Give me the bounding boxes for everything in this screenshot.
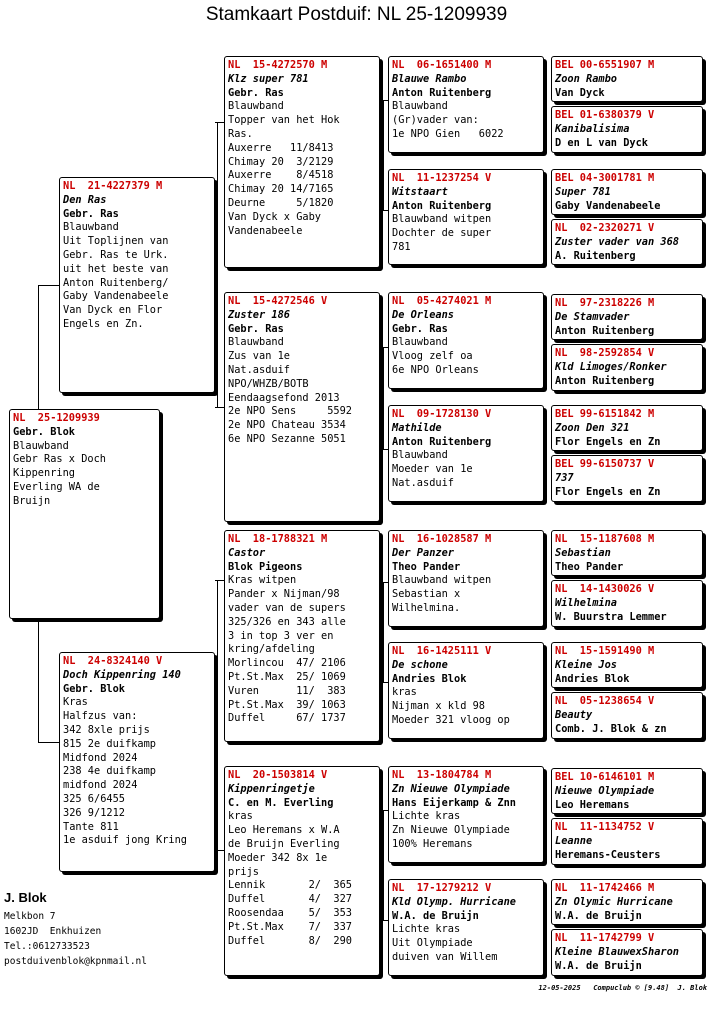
pedigree-note: uit het beste van	[63, 262, 169, 275]
pigeon-card-gen4-10[interactable]	[551, 580, 703, 627]
pedigree-note: 325 6/6455	[63, 792, 125, 805]
ring-number: NL 09-1728130 V	[392, 408, 492, 420]
pedigree-note: Everling WA de	[13, 480, 100, 493]
pedigree-note: Moeder 342 8x 1e	[228, 851, 328, 864]
breeder-name: Gaby Vandenabeele	[555, 199, 661, 212]
ring-number: NL 11-1742466 M	[555, 882, 655, 894]
pigeon-name: Zn Nieuwe Olympiade	[392, 782, 510, 795]
pigeon-name: Zoon Rambo	[555, 72, 617, 85]
pigeon-card-gen4-11[interactable]	[551, 642, 703, 688]
pedigree-note: Chimay 20 3/2129	[228, 155, 334, 168]
ring-number: NL 17-1279212 V	[392, 882, 492, 894]
owner-name: J. Blok	[4, 890, 47, 905]
ring-number: NL 20-1503814 V	[228, 769, 328, 781]
pigeon-card-gen4-1[interactable]	[551, 56, 703, 102]
pedigree-note: Eendaagsefond 2013	[228, 391, 340, 404]
breeder-name: Gebr. Blok	[13, 425, 75, 438]
pedigree-note: 325/326 en 343 alle	[228, 615, 346, 628]
pedigree-note: 2e NPO Sens 5592	[228, 405, 352, 418]
pigeon-card-gen4-15[interactable]	[551, 879, 703, 925]
breeder-name: Anton Ruitenberg	[555, 374, 655, 387]
pigeon-name: Zoon Den 321	[555, 421, 630, 434]
pigeon-card-gen4-2[interactable]	[551, 106, 703, 153]
pedigree-note: Ras.	[228, 127, 253, 140]
pedigree-note: Auxerre 8/4518	[228, 169, 334, 182]
pigeon-name: Sebastian	[555, 546, 611, 559]
pedigree-note: midfond 2024	[63, 779, 138, 792]
pedigree-note: Moeder van 1e	[392, 463, 473, 476]
breeder-name: Van Dyck	[555, 86, 605, 99]
pigeon-card-dam[interactable]	[59, 652, 215, 872]
pedigree-note: Gebr Ras x Doch	[13, 453, 106, 466]
pigeon-card-ss-sire[interactable]	[388, 56, 544, 153]
pigeon-card-sire[interactable]	[59, 177, 215, 393]
pedigree-note: duiven van Willem	[392, 950, 498, 963]
pedigree-note: Midfond 2024	[63, 751, 138, 764]
pedigree-note: Bruijn	[13, 494, 51, 507]
pedigree-note: Blauwband	[392, 336, 448, 349]
pigeon-card-gen4-6[interactable]	[551, 344, 703, 391]
pigeon-name: Kld Olymp. Hurricane	[392, 895, 516, 908]
breeder-name: Anton Ruitenberg	[392, 86, 492, 99]
breeder-name: W.A. de Bruijn	[392, 909, 479, 922]
pedigree-note: Tante 811	[63, 820, 119, 833]
breeder-name: D en L van Dyck	[555, 136, 648, 149]
ring-number: NL 14-1430026 V	[555, 583, 655, 595]
breeder-name: W. Buurstra Lemmer	[555, 610, 667, 623]
ring-number: BEL 99-6151842 M	[555, 408, 655, 420]
pigeon-name: Super 781	[555, 185, 611, 198]
pigeon-card-ss-dam[interactable]	[388, 169, 544, 265]
pedigree-note: Moeder 321 vloog op	[392, 713, 510, 726]
pedigree-note: 100% Heremans	[392, 837, 473, 850]
pedigree-note: Gaby Vandenabeele	[63, 290, 169, 303]
ring-number: NL 05-4274021 M	[392, 295, 492, 307]
owner-email[interactable]: postduivenblok@kpnmail.nl	[4, 956, 147, 967]
pedigree-note: 815 2e duifkamp	[63, 737, 156, 750]
pigeon-name: Nieuwe Olympiade	[555, 784, 655, 797]
ring-number: NL 11-1237254 V	[392, 172, 492, 184]
ring-number: BEL 00-6551907 M	[555, 59, 655, 71]
pigeon-name: Klz super 781	[228, 72, 309, 85]
ring-number: NL 18-1788321 M	[228, 533, 328, 545]
pedigree-note: Pt.St.Max 39/ 1063	[228, 698, 346, 711]
breeder-name: Theo Pander	[555, 560, 624, 573]
ring-number: NL 13-1804784 M	[392, 769, 492, 781]
breeder-name: Gebr. Ras	[228, 86, 284, 99]
pedigree-note: 1e NPO Gien 6022	[392, 127, 504, 140]
pedigree-note: Topper van het Hok	[228, 114, 340, 127]
breeder-name: Andries Blok	[392, 672, 467, 685]
pedigree-note: Blauwband	[228, 336, 284, 349]
pedigree-note: 238 4e duifkamp	[63, 765, 156, 778]
pigeon-card-sire-sire[interactable]	[224, 56, 380, 268]
pedigree-note: Uit Toplijnen van	[63, 235, 169, 248]
pedigree-note: Pander x Nijman/98	[228, 588, 340, 601]
breeder-name: Gebr. Ras	[63, 207, 119, 220]
pigeon-card-dam-dam[interactable]	[224, 766, 380, 976]
pedigree-note: Zus van 1e	[228, 350, 290, 363]
pigeon-name: Der Panzer	[392, 546, 454, 559]
breeder-name: Hans Eijerkamp & Znn	[392, 796, 516, 809]
pedigree-note: Blauwband	[392, 449, 448, 462]
pigeon-card-subject[interactable]	[9, 409, 160, 619]
pedigree-note: Gebr. Ras te Urk.	[63, 248, 169, 261]
pedigree-note: Dochter de super	[392, 227, 492, 240]
pigeon-card-ds-dam[interactable]	[388, 642, 544, 739]
pedigree-note: Leo Heremans x W.A	[228, 824, 340, 837]
pigeon-name: Zuster 186	[228, 308, 290, 321]
pedigree-note: de Bruijn Everling	[228, 837, 340, 850]
pedigree-note: Vuren 11/ 383	[228, 684, 346, 697]
pedigree-note: Pt.St.Max 7/ 337	[228, 920, 352, 933]
breeder-name: Heremans-Ceusters	[555, 848, 661, 861]
breeder-name: C. en M. Everling	[228, 796, 334, 809]
ring-number: NL 24-8324140 V	[63, 655, 163, 667]
pedigree-note: 781	[392, 240, 411, 253]
pedigree-note: Lichte kras	[392, 923, 461, 936]
pedigree-note: Nat.asduif	[228, 363, 290, 376]
ring-number: NL 16-1425111 V	[392, 645, 492, 657]
pigeon-name: Blauwe Rambo	[392, 72, 467, 85]
pigeon-card-sd-dam[interactable]	[388, 405, 544, 502]
pedigree-note: 326 9/1212	[63, 806, 125, 819]
breeder-name: Gebr. Blok	[63, 682, 125, 695]
ring-number: NL 16-1028587 M	[392, 533, 492, 545]
pigeon-card-gen4-7[interactable]	[551, 405, 703, 451]
breeder-name: Leo Heremans	[555, 798, 630, 811]
pedigree-note: Blauwband witpen	[392, 213, 492, 226]
pedigree-note: Pt.St.Max 25/ 1069	[228, 670, 346, 683]
pedigree-note: Duffel 4/ 327	[228, 893, 352, 906]
breeder-name: Anton Ruitenberg	[392, 435, 492, 448]
breeder-name: Andries Blok	[555, 672, 630, 685]
pedigree-note: Vandenabeele	[228, 224, 303, 237]
breeder-name: A. Ruitenberg	[555, 249, 636, 262]
pedigree-note: Auxerre 11/8413	[228, 141, 334, 154]
pigeon-name: De Orleans	[392, 308, 454, 321]
owner-block	[4, 890, 214, 969]
owner-address: Melkbon 7	[4, 911, 56, 922]
pigeon-name: Kld Limoges/Ronker	[555, 360, 667, 373]
pigeon-name: Kleine BlauwexSharon	[555, 945, 679, 958]
pigeon-name: Kippenringetje	[228, 782, 315, 795]
pedigree-note: kring/afdeling	[228, 643, 315, 656]
pedigree-note: Roosendaa 5/ 353	[228, 906, 352, 919]
pigeon-name: 737	[555, 471, 574, 484]
ring-number: BEL 10-6146101 M	[555, 771, 655, 783]
pigeon-card-gen4-16[interactable]	[551, 929, 703, 976]
ring-number: NL 97-2318226 M	[555, 297, 655, 309]
ring-number: NL 98-2592854 V	[555, 347, 655, 359]
pigeon-name: Den Ras	[63, 193, 107, 206]
ring-number: BEL 99-6150737 V	[555, 458, 655, 470]
breeder-name: Theo Pander	[392, 560, 461, 573]
pedigree-note: Vloog zelf oa	[392, 350, 473, 363]
owner-city: 1602JD Enkhuizen	[4, 926, 102, 937]
owner-phone: Tel.:0612733523	[4, 941, 90, 952]
footer-credit: 12-05-2025 Compuclub © [9.48] J. Blok	[538, 984, 707, 992]
breeder-name: W.A. de Bruijn	[555, 909, 642, 922]
pedigree-note: prijs	[228, 865, 259, 878]
pedigree-note: kras	[392, 686, 417, 699]
pigeon-name: Zuster vader van 368	[555, 235, 679, 248]
pigeon-card-gen4-8[interactable]	[551, 455, 703, 502]
pedigree-note: Kras witpen	[228, 574, 297, 587]
pedigree-note: (Gr)vader van:	[392, 114, 479, 127]
pigeon-card-gen4-5[interactable]	[551, 294, 703, 340]
pedigree-note: Blauwband	[63, 221, 119, 234]
pedigree-note: Nijman x kld 98	[392, 700, 485, 713]
pedigree-note: kras	[228, 810, 253, 823]
pigeon-name: Zn Olymic Hurricane	[555, 895, 673, 908]
pigeon-name: Witstaart	[392, 185, 448, 198]
pigeon-card-gen4-14[interactable]	[551, 818, 703, 865]
breeder-name: Flor Engels en Zn	[555, 485, 661, 498]
pedigree-note: Zn Nieuwe Olympiade	[392, 824, 510, 837]
breeder-name: Blok Pigeons	[228, 560, 303, 573]
breeder-name: Gebr. Ras	[392, 322, 448, 335]
breeder-name: Anton Ruitenberg	[555, 324, 655, 337]
pigeon-card-gen4-13[interactable]	[551, 768, 703, 814]
ring-number: NL 06-1651400 M	[392, 59, 492, 71]
pigeon-card-gen4-4[interactable]	[551, 219, 703, 265]
pedigree-note: Sebastian x	[392, 588, 461, 601]
pigeon-card-sd-sire[interactable]	[388, 292, 544, 389]
pedigree-note: 6e NPO Sezanne 5051	[228, 432, 346, 445]
pigeon-name: Beauty	[555, 708, 593, 721]
ring-number: NL 15-1187608 M	[555, 533, 655, 545]
ring-number: NL 15-4272546 V	[228, 295, 328, 307]
ring-number: NL 05-1238654 V	[555, 695, 655, 707]
pedigree-note: 3 in top 3 ver en	[228, 629, 334, 642]
pedigree-note: 1e asduif jong Kring	[63, 834, 187, 847]
pigeon-card-ds-sire[interactable]	[388, 530, 544, 627]
pedigree-note: Engels en Zn.	[63, 317, 144, 330]
pigeon-card-gen4-12[interactable]	[551, 692, 703, 739]
breeder-name: Gebr. Ras	[228, 322, 284, 335]
pigeon-card-gen4-9[interactable]	[551, 530, 703, 576]
pedigree-note: Kippenring	[13, 467, 75, 480]
ring-number: NL 11-1742799 V	[555, 932, 655, 944]
pigeon-name: Leanne	[555, 834, 593, 847]
pedigree-note: Kras	[63, 696, 88, 709]
pedigree-note: Morlincou 47/ 2106	[228, 657, 346, 670]
pigeon-name: De schone	[392, 658, 448, 671]
pedigree-note: Nat.asduif	[392, 476, 454, 489]
pedigree-note: Deurne 5/1820	[228, 196, 334, 209]
pedigree-note: 2e NPO Chateau 3534	[228, 419, 346, 432]
pedigree-note: Uit Olympiade	[392, 937, 473, 950]
pedigree-note: Blauwband	[13, 439, 69, 452]
ring-number: NL 21-4227379 M	[63, 180, 163, 192]
breeder-name: Comb. J. Blok & zn	[555, 722, 667, 735]
pedigree-note: 342 8xle prijs	[63, 723, 150, 736]
pedigree-note: Van Dyck x Gaby	[228, 210, 321, 223]
breeder-name: Anton Ruitenberg	[392, 199, 492, 212]
pedigree-note: Blauwband	[228, 100, 284, 113]
pigeon-card-dam-sire[interactable]	[224, 530, 380, 742]
pedigree-note: Anton Ruitenberg/	[63, 276, 169, 289]
pedigree-note: Duffel 67/ 1737	[228, 712, 346, 725]
pedigree-note: Blauwband	[392, 100, 448, 113]
pedigree-note: 6e NPO Orleans	[392, 363, 479, 376]
pigeon-name: Kanibalisima	[555, 122, 630, 135]
pedigree-note: NPO/WHZB/BOTB	[228, 377, 309, 390]
breeder-name: W.A. de Bruijn	[555, 959, 642, 972]
page-title: Stamkaart Postduif: NL 25-1209939	[205, 4, 508, 25]
pigeon-name: Kleine Jos	[555, 658, 617, 671]
pedigree-note: Duffel 8/ 290	[228, 934, 352, 947]
pigeon-card-sire-dam[interactable]	[224, 292, 380, 522]
ring-number: BEL 01-6380379 V	[555, 109, 655, 121]
ring-number: NL 15-4272570 M	[228, 59, 328, 71]
pedigree-note: Van Dyck en Flor	[63, 304, 163, 317]
pedigree-note: Wilhelmina.	[392, 601, 461, 614]
ring-number: NL 25-1209939	[13, 412, 100, 424]
pigeon-name: Mathilde	[392, 421, 442, 434]
pigeon-card-gen4-3[interactable]	[551, 169, 703, 215]
pigeon-card-dd-sire[interactable]	[388, 766, 544, 863]
ring-number: NL 02-2320271 V	[555, 222, 655, 234]
pigeon-card-dd-dam[interactable]	[388, 879, 544, 976]
breeder-name: Flor Engels en Zn	[555, 435, 661, 448]
pedigree-note: Lennik 2/ 365	[228, 879, 352, 892]
pigeon-name: Wilhelmina	[555, 596, 617, 609]
pigeon-name: Castor	[228, 546, 266, 559]
ring-number: NL 15-1591490 M	[555, 645, 655, 657]
pedigree-note: Chimay 20 14/7165	[228, 183, 334, 196]
pigeon-name: Doch Kippenring 140	[63, 668, 181, 681]
ring-number: BEL 04-3001781 M	[555, 172, 655, 184]
ring-number: NL 11-1134752 V	[555, 821, 655, 833]
pedigree-note: vader van de supers	[228, 601, 346, 614]
pedigree-note: Halfzus van:	[63, 710, 138, 723]
pedigree-note: Lichte kras	[392, 810, 461, 823]
pigeon-name: De Stamvader	[555, 310, 630, 323]
pedigree-note: Blauwband witpen	[392, 574, 492, 587]
